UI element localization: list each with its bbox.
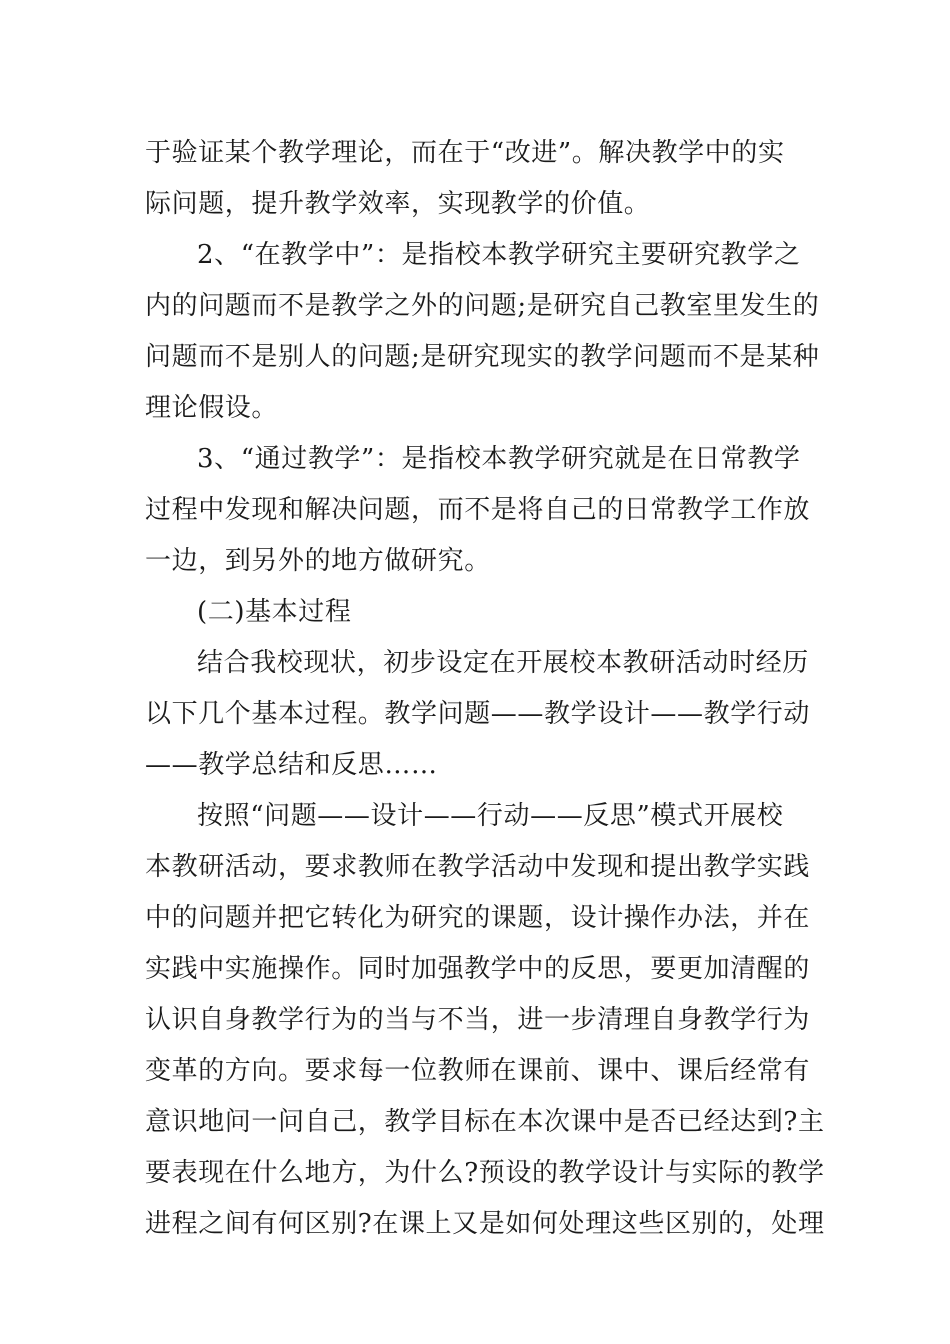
- text-line: 一边，到另外的地方做研究。: [145, 546, 491, 576]
- text-line: 认识自身教学行为的当与不当，进一步清理自身教学行为: [145, 1005, 811, 1035]
- text-line: 际问题，提升教学效率，实现教学的价值。: [145, 189, 651, 219]
- section-heading: [145, 587, 815, 638]
- text-line: ——教学总结和反思……: [145, 750, 438, 780]
- heading-text: (二)基本过程: [197, 597, 352, 627]
- text-line: 问题而不是别人的问题;是研究现实的教学问题而不是某种: [145, 342, 820, 372]
- paragraph-3: [145, 434, 815, 587]
- text-line: 内的问题而不是教学之外的问题;是研究自己教室里发生的: [145, 291, 820, 321]
- text-line: 3、“通过教学”：是指校本教学研究就是在日常教学: [197, 444, 801, 474]
- text-line: 要表现在什么地方，为什么?预设的教学设计与实际的教学: [145, 1158, 825, 1188]
- text-line: 本教研活动，要求教师在教学活动中发现和提出教学实践: [145, 852, 811, 882]
- text-line: 以下几个基本过程。教学问题——教学设计——教学行动: [145, 699, 811, 729]
- text-line: 中的问题并把它转化为研究的课题，设计操作办法，并在: [145, 903, 811, 933]
- document-body: [145, 128, 825, 1250]
- text-line: 意识地问一问自己，教学目标在本次课中是否已经达到?主: [145, 1107, 825, 1137]
- paragraph-1: [145, 128, 815, 230]
- paragraph-2: [145, 230, 820, 434]
- text-line: 理论假设。: [145, 393, 279, 423]
- text-line: 过程中发现和解决问题，而不是将自己的日常教学工作放: [145, 495, 811, 525]
- paragraph-6: [145, 791, 825, 1250]
- text-line: 实践中实施操作。同时加强教学中的反思，要更加清醒的: [145, 954, 811, 984]
- text-line: 变革的方向。要求每一位教师在课前、课中、课后经常有: [145, 1056, 811, 1086]
- text-line: 2、“在教学中”：是指校本教学研究主要研究教学之: [197, 240, 801, 270]
- text-line: 按照“问题——设计——行动——反思”模式开展校: [197, 801, 784, 831]
- text-line: 于验证某个教学理论，而在于“改进”。解决教学中的实: [145, 138, 785, 168]
- text-line: 结合我校现状，初步设定在开展校本教研活动时经历: [197, 648, 809, 678]
- text-line: 进程之间有何区别?在课上又是如何处理这些区别的，处理: [145, 1209, 825, 1239]
- paragraph-5: [145, 638, 815, 791]
